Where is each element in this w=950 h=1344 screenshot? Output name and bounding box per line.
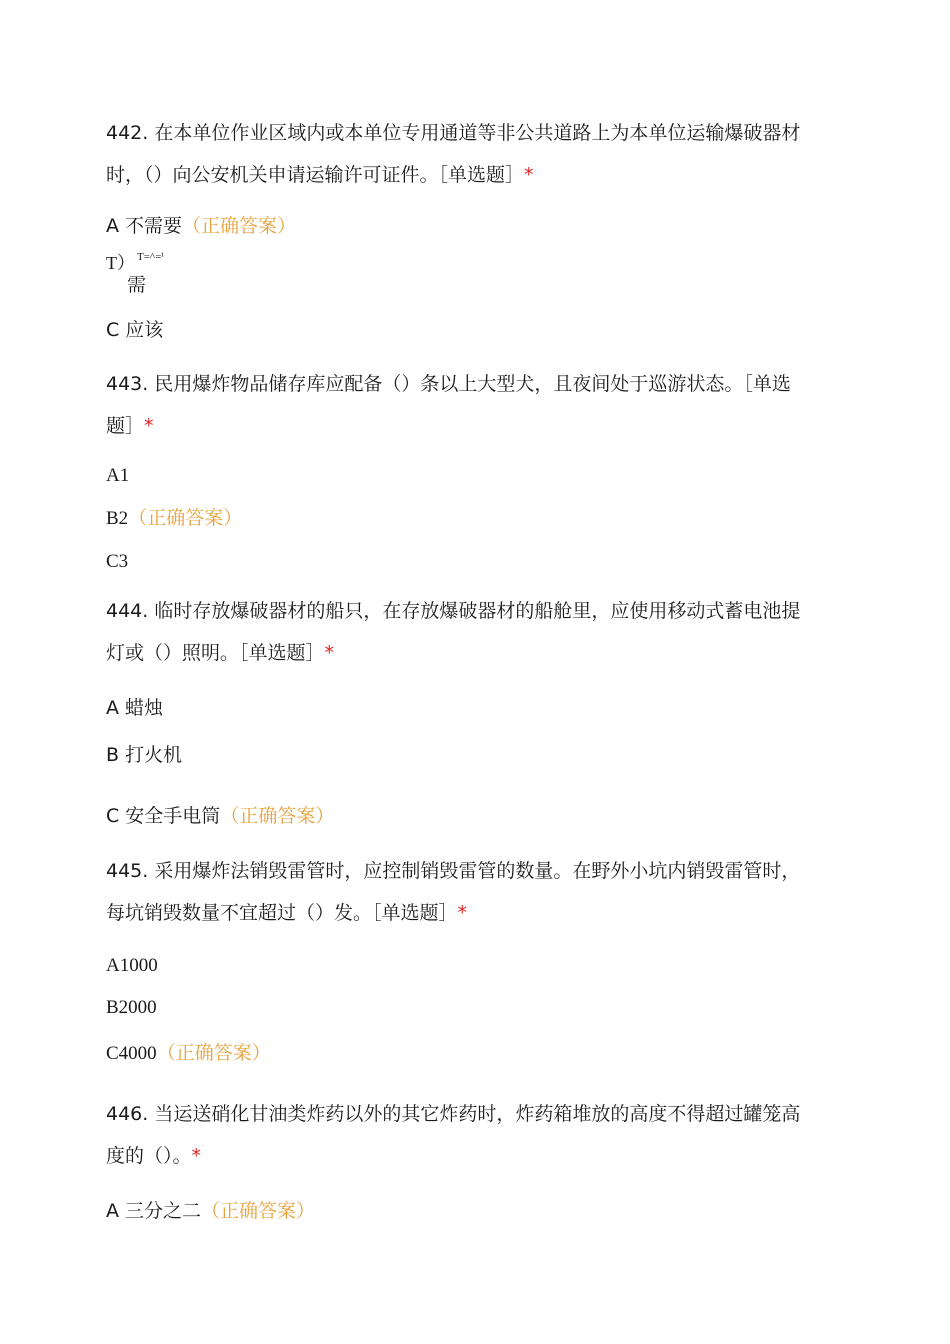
option-442-a (106, 214, 296, 238)
correct-answer-tag: （正确答案） (201, 1200, 316, 1222)
required-star: * (144, 415, 154, 437)
option-label: C3 (106, 551, 129, 572)
option-443-a (106, 464, 129, 488)
question-text: 度的（）。 (106, 1145, 192, 1167)
option-label: A 三分之二 (106, 1200, 202, 1222)
option-443-c (106, 550, 128, 574)
question-text: 445. 采用爆炸法销毁雷管时，应控制销毁雷管的数量。在野外小坑内销毁雷管时， (106, 860, 801, 882)
question-444-line1 (106, 599, 800, 623)
correct-answer-tag: （正确答案） (182, 215, 297, 237)
question-text: 444. 临时存放爆破器材的船只，在存放爆破器材的船舱里，应使用移动式蓄电池提 (106, 600, 801, 622)
question-text: 时，（）向公安机关申请运输许可证件。［单选题］ (106, 164, 525, 186)
required-star: * (457, 902, 468, 924)
option-445-b (106, 996, 157, 1020)
required-star: * (324, 642, 335, 664)
option-444-c (106, 804, 334, 828)
question-text: 443. 民用爆炸物品储存库应配备（）条以上大型犬，且夜间处于巡游状态。［单选 (106, 373, 791, 395)
question-text: 灯或（）照明。［单选题］ (106, 642, 325, 664)
option-label: C 应该 (106, 319, 164, 341)
option-label: A1000 (106, 955, 158, 976)
option-label: A1 (106, 465, 130, 486)
option-443-b (106, 506, 242, 531)
option-label: B2000 (106, 997, 157, 1018)
question-text: 442. 在本单位作业区域内或本单位专用通道等非公共道路上为本单位运输爆破器材 (106, 122, 801, 144)
option-442-b-garbled (106, 252, 226, 302)
garbled-superscript: T=^=ⁱ (137, 251, 164, 263)
question-443-line1 (106, 372, 791, 396)
option-445-c (106, 1041, 271, 1066)
garbled-text: T） (106, 253, 135, 273)
option-442-c (106, 318, 163, 342)
correct-answer-tag: （正确答案） (220, 805, 335, 827)
option-446-a (106, 1199, 315, 1223)
required-star: * (191, 1145, 202, 1167)
question-442-line2 (106, 163, 534, 187)
garbled-char: 需 (127, 275, 147, 296)
question-443-line2 (106, 414, 154, 438)
option-444-a (106, 696, 163, 720)
correct-answer-tag: （正确答案） (156, 1042, 271, 1064)
option-label: A 不需要 (106, 215, 183, 237)
question-text: 446. 当运送硝化甘油类炸药以外的其它炸药时，炸药箱堆放的高度不得超过罐笼高 (106, 1103, 801, 1125)
option-445-a (106, 954, 158, 978)
option-label: B2 (106, 508, 129, 529)
option-label: A 蜡烛 (106, 697, 164, 719)
option-label: B 打火机 (106, 744, 183, 766)
question-446-line1 (106, 1102, 800, 1126)
question-text: 每坑销毁数量不宜超过（）发。［单选题］ (106, 902, 458, 924)
option-label: C4000 (106, 1043, 157, 1064)
correct-answer-tag: （正确答案） (128, 507, 243, 529)
question-442-line1 (106, 121, 800, 145)
option-444-b (106, 743, 182, 767)
question-444-line2 (106, 641, 334, 665)
question-text: 题］ (106, 415, 145, 437)
question-446-line2 (106, 1144, 201, 1168)
required-star: * (524, 164, 534, 186)
question-445-line1 (106, 859, 800, 883)
question-445-line2 (106, 901, 467, 925)
option-label: C 安全手电筒 (106, 805, 221, 827)
